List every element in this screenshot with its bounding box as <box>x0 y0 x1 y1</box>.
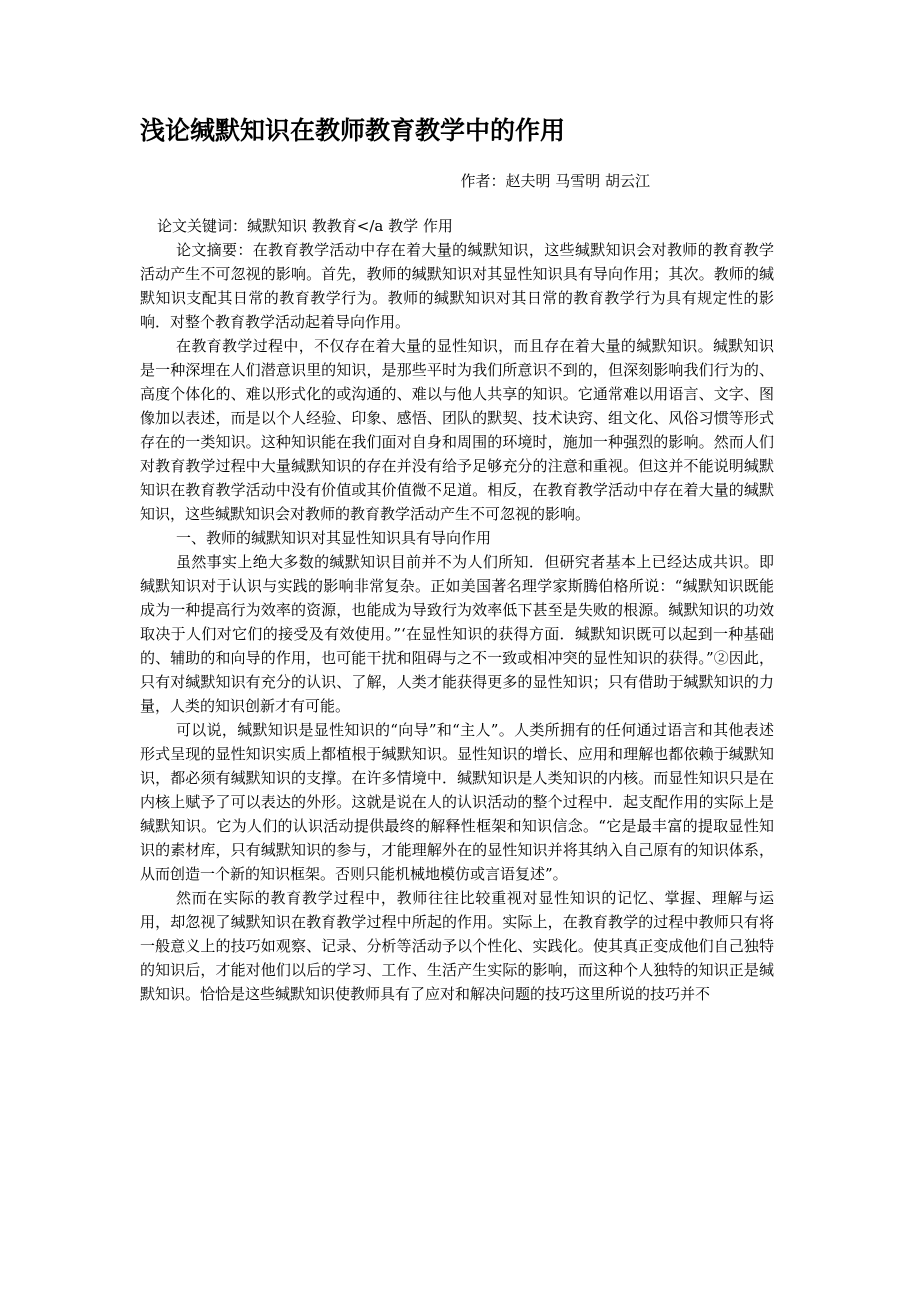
body-paragraph: 可以说，缄默知识是显性知识的“向导”和“主人”。人类所拥有的任何通过语言和其他表述形式呈现的显性知识实质上都植根于缄默知识。显性知识的增长、应用和理解也都依赖于缄默知识，都必须有缄默知识的支撑。在许多情境中．缄默知识是人类知识的内核。而显性知识只是在内核上赋予了可以表达的外形。这就是说在人的认识活动的整个过程中．起支配作用的实际上是缄默知识。它为人们的认识活动提供最终的解释性框架和知识信念。“它是最丰富的提取显性知识的素材库，只有缄默知识的参与，才能理解外在的显性知识并将其纳入自己原有的知识体系，从而创造一个新的知识框架。否则只能机械地模仿或言语复述”。 <box>140 721 774 883</box>
section-heading: 一、教师的缄默知识对其显性知识具有导向作用 <box>176 529 492 547</box>
article-title: 浅论缄默知识在教师教育教学中的作用 <box>140 116 566 145</box>
body-paragraph: 在教育教学过程中，不仅存在着大量的显性知识，而且存在着大量的缄默知识。缄默知识是一种深埋在人们潜意识里的知识，是那些平时为我们所意识不到的，但深刻影响我们行为的、高度个体化的、难以形式化的或沟通的、难以与他人共享的知识。它通常难以用语言、文字、图像加以表述，而是以个人经验、印象、感悟、团队的默契、技术诀窍、组文化、风俗习惯等形式存在的一类知识。这种知识能在我们面对自身和周围的环境时，施加一种强烈的影响。然而人们对教育教学过程中大量缄默知识的存在并没有给予足够充分的注意和重视。但这并不能说明缄默知识在教育教学活动中没有价值或其价值微不足道。相反，在教育教学活动中存在着大量的缄默知识，这些缄默知识会对教师的教育教学活动产生不可忽视的影响。 <box>140 337 774 523</box>
body-paragraph: 然而在实际的教育教学过程中，教师往往比较重视对显性知识的记忆、掌握、理解与运用，却忽视了缄默知识在教育教学过程中所起的作用。实际上，在教育教学的过程中教师只有将一般意义上的技巧如观察、记录、分析等活动予以个性化、实践化。使其真正变成他们自己独特的知识后，才能对他们以后的学习、工作、生活产生实际的影响，而这种个人独特的知识正是缄默知识。恰恰是这些缄默知识使教师具有了应对和解决问题的技巧这里所说的技巧并不 <box>140 889 774 1003</box>
author-line: 作者：赵夫明 马雪明 胡云江 <box>460 172 650 190</box>
article-body <box>140 214 774 1006</box>
abstract-paragraph: 论文摘要：在教育教学活动中存在着大量的缄默知识，这些缄默知识会对教师的教育教学活动产生不可忽视的影响。首先，教师的缄默知识对其显性知识具有导向作用；其次。教师的缄默知识支配其日常的教育教学行为。教师的缄默知识对其日常的教育教学行为具有规定性的影响．对整个教育教学活动起着导向作用。 <box>140 241 774 331</box>
body-paragraph: 虽然事实上绝大多数的缄默知识目前并不为人们所知．但研究者基本上已经达成共识。即缄默知识对于认识与实践的影响非常复杂。正如美国著名理学家斯腾伯格所说：“缄默知识既能成为一种提高行为效率的资源，也能成为导致行为效率低下甚至是失败的根源。缄默知识的功效取决于人们对它们的接受及有效使用。”‘在显性知识的获得方面．缄默知识既可以起到一种基础的、辅助的和向导的作用，也可能干扰和阻碍与之不一致或相冲突的显性知识的获得。”②因此，只有对缄默知识有充分的认识、了解，人类才能获得更多的显性知识；只有借助于缄默知识的力量，人类的知识创新才有可能。 <box>140 553 774 715</box>
keywords-line: 论文关键词：缄默知识 教教育</a 教学 作用 <box>157 217 453 235</box>
